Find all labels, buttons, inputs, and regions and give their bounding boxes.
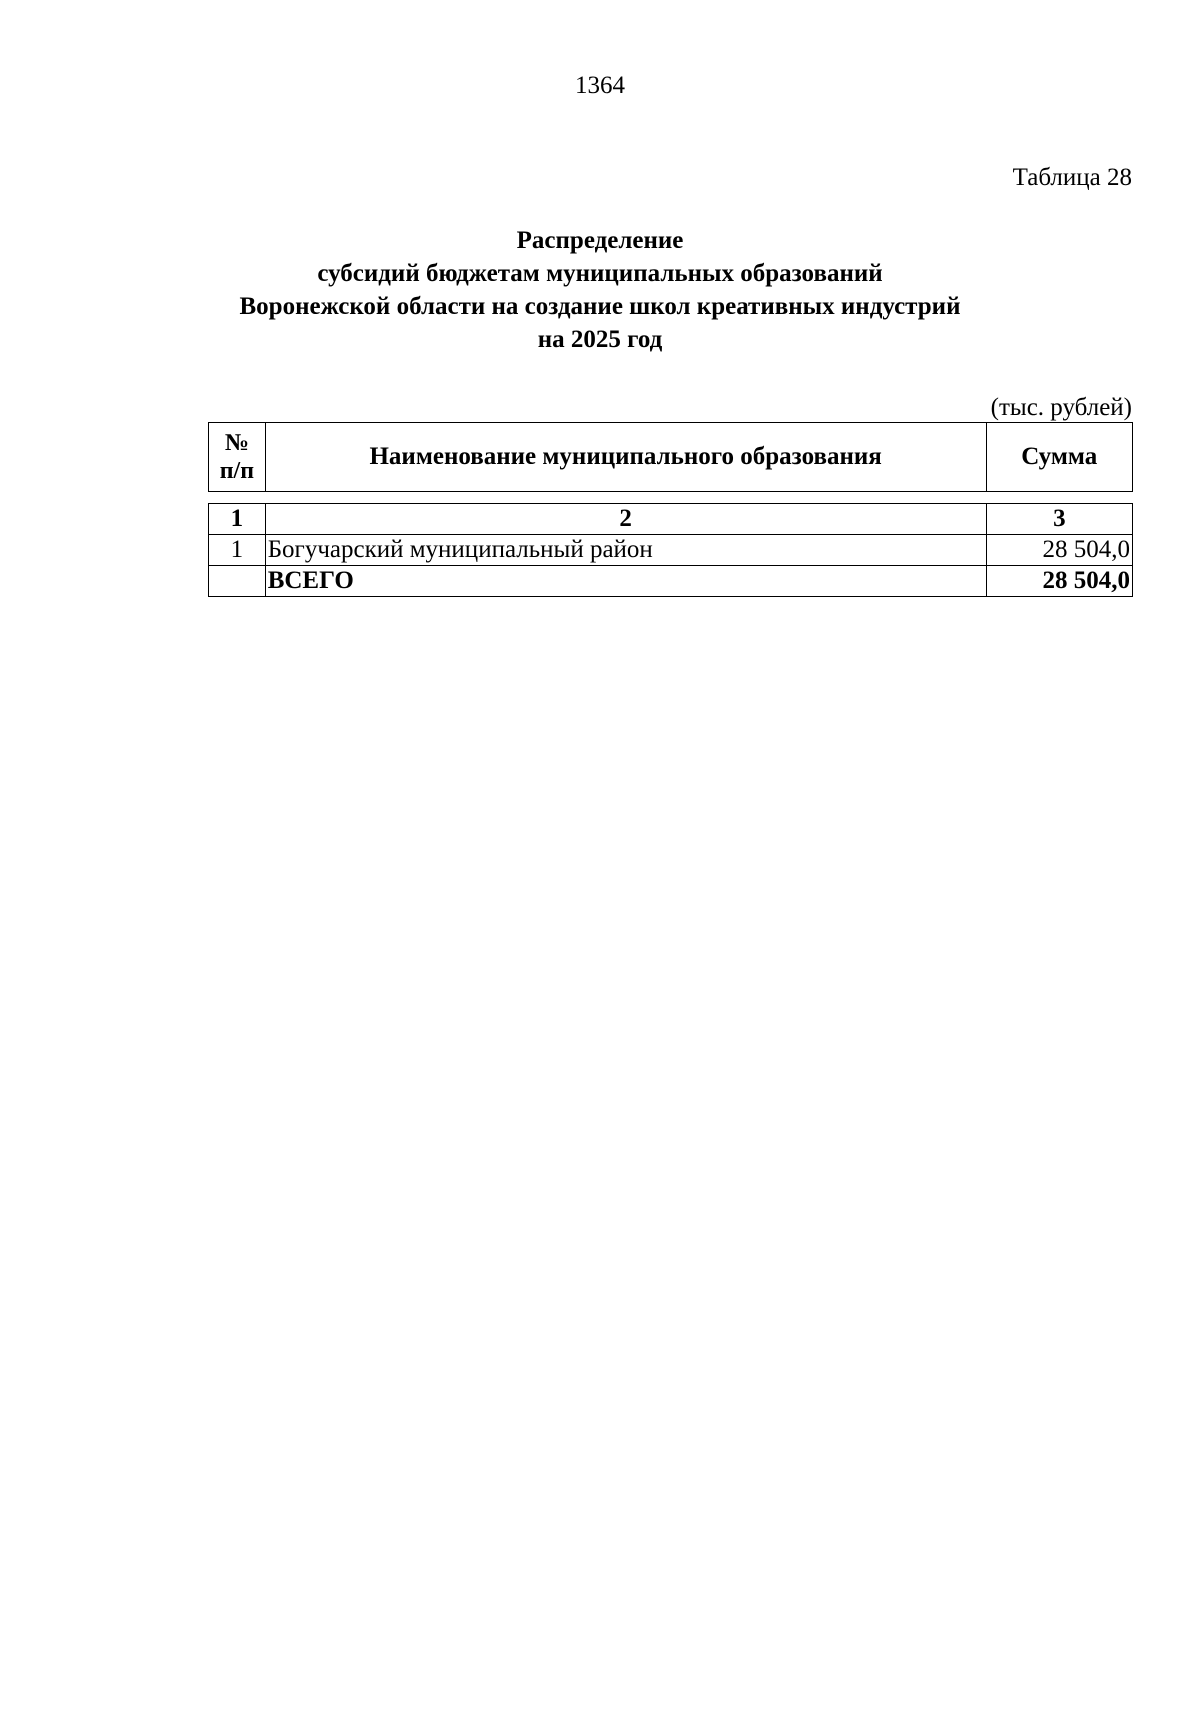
title-line-1: Распределение <box>516 227 684 254</box>
title-line-2: субсидий бюджетам муниципальных образований <box>317 260 883 287</box>
column-index-3: 3 <box>986 504 1132 535</box>
column-index-row <box>209 504 1133 535</box>
total-sum: 28 504,0 <box>986 566 1132 597</box>
header-row <box>209 423 1133 492</box>
header-num-symbol: № <box>224 430 249 456</box>
total-empty-cell <box>209 566 266 597</box>
column-index-1: 1 <box>209 504 266 535</box>
total-label: ВСЕГО <box>265 566 986 597</box>
data-table <box>208 503 1133 597</box>
page-number: 1364 <box>575 72 625 99</box>
municipality-name: Богучарский муниципальный район <box>265 535 986 566</box>
header-num-abbrev: п/п <box>219 458 255 484</box>
row-sum: 28 504,0 <box>986 535 1132 566</box>
header-name-cell: Наименование муниципального образования <box>265 423 986 492</box>
table-label: Таблица 28 <box>1012 164 1132 191</box>
units-label: (тыс. рублей) <box>990 394 1132 421</box>
row-number: 1 <box>209 535 266 566</box>
document-title <box>0 224 1200 356</box>
table-row <box>209 535 1133 566</box>
table-header <box>208 422 1133 492</box>
total-row <box>209 566 1133 597</box>
column-index-2: 2 <box>265 504 986 535</box>
title-line-4: на 2025 год <box>537 326 663 353</box>
title-line-3: Воронежской области на создание школ креативных индустрий <box>239 293 961 320</box>
header-sum-cell: Сумма <box>986 423 1132 492</box>
header-num-cell <box>209 423 266 492</box>
